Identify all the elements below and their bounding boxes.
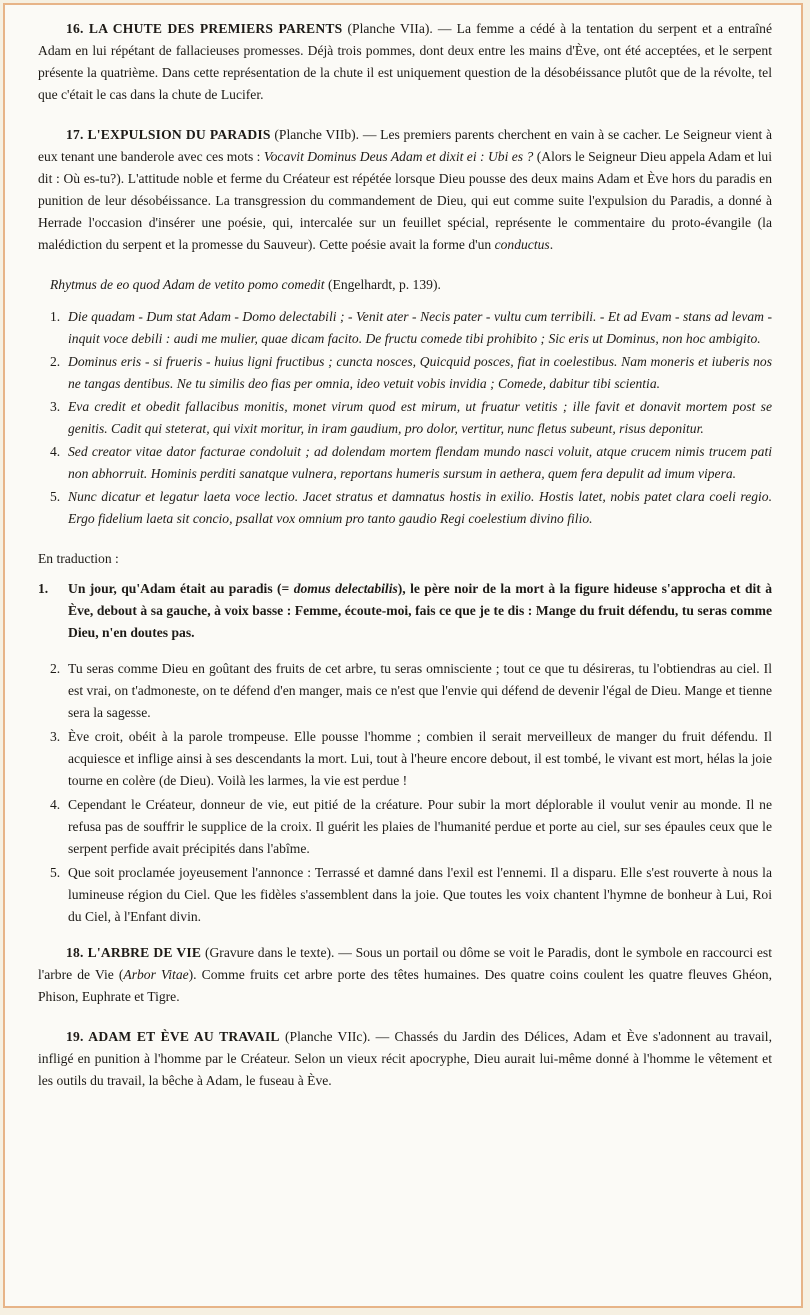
translation-number: 3. xyxy=(50,729,61,744)
section-19-body: Chassés du Jardin des Délices, Adam et Ève s'adonnent au travail, infligé en punition à l'homme par le Créateur. Selon un vieux récit apocryphe, Dieu aurait lui-même donné à l'homme le vêtement et les outils du travail, la bêche à Adam, le fuseau à Ève. xyxy=(38,1029,772,1088)
section-19-paragraph xyxy=(38,1026,772,1092)
translation-item-1 xyxy=(38,578,772,644)
verse-item xyxy=(38,351,772,395)
section-17-latin-quote: Vocavit Dominus Deus Adam et dixit ei : Ubi es ? xyxy=(263,149,534,164)
section-18 xyxy=(38,942,772,1008)
translation-text-a: Un jour, qu'Adam était au paradis (= xyxy=(68,581,294,596)
verse-number: 3. xyxy=(50,399,61,414)
section-19-title: 19. ADAM ET ÈVE AU TRAVAIL xyxy=(66,1029,280,1044)
section-16-title: 16. LA CHUTE DES PREMIERS PARENTS xyxy=(66,21,343,36)
section-18-arbor-vitae: Arbor Vitae xyxy=(123,967,189,982)
translation-text: Tu seras comme Dieu en goûtant des fruits de cet arbre, tu seras omnisciente ; tout ce que tu désireras, tu l'obtiendras au ciel. Il est vrai, on t'admoneste, on te défend d'en manger, mais ce n'est que l'envie qui défend de devenir l'égal de Dieu. Mange et tienne sera la sagesse. xyxy=(68,661,772,720)
translation-text: Ève croit, obéit à la parole trompeuse. Elle pousse l'homme ; combien il serait merveilleux de manger du fruit défendu. Il acquiesce et inflige ainsi à ses descendants la mort. Lui, tout à l'heure encore debout, il est tombé, le vivant est mort, hélas la joie tourne en colère (de Dieu). Voilà les larmes, la vie est perdue ! xyxy=(68,729,772,788)
verse-number: 4. xyxy=(50,444,61,459)
section-18-body-a: Sous un portail ou dôme se voit le Paradis, dont le symbole en raccourci est l'arbre de Vie ( xyxy=(38,945,772,982)
section-19-ref: (Planche VIIc). — xyxy=(279,1029,395,1044)
verse-text: Eva credit et obedit fallacibus monitis, monet virum quod est mirum, ut fruatur vetitis ; ille favit et donavit mortem post se genitis. Cadit qui steterat, qui vixit moritur, in iram gaudium, pro dolor, vertitur, nunc fletus subeunt, risus deponitur. xyxy=(68,399,772,436)
translation-text: Cependant le Créateur, donneur de vie, eut pitié de la créature. Pour subir la mort déplorable il voulut venir au monde. Il ne refusa pas de souffrir le supplice de la croix. Il guérit les plaies de l'humanité perdue et porte au ciel, sur ses épaules ceux que le serpent perfide avait précipités dans l'abîme. xyxy=(68,797,772,856)
section-16-ref: (Planche VIIa). — xyxy=(342,21,457,36)
poem-title-line xyxy=(50,274,772,296)
translation-number: 2. xyxy=(50,661,61,676)
section-17-conductus: conductus xyxy=(494,237,550,252)
latin-poem xyxy=(38,274,772,530)
verse-number: 1. xyxy=(50,309,61,324)
verse-item xyxy=(38,441,772,485)
document-page xyxy=(38,18,772,1110)
verse-number: 2. xyxy=(50,354,61,369)
section-18-body-b: ). Comme fruits cet arbre porte des têtes humaines. Des quatre coins coulent les quatre fleuves Ghéon, Phison, Euphrate et Tigre. xyxy=(38,967,772,1004)
section-16-body: La femme a cédé à la tentation du serpent et a entraîné Adam en lui répétant de fallacieuses promesses. Déjà trois pommes, dont deux entre les mains d'Ève, ont été acceptées, et le serpent présente la quatrième. Dans cette représentation de la chute il est uniquement question de la désobéissance plutôt que de la révolte, tel que c'était le cas dans la chute de Lucifer. xyxy=(38,21,772,102)
verse-text: Sed creator vitae dator facturae condoluit ; ad dolendam mortem flendam mundo nasci voluit, atque crucem nimis trucem pati non abhorruit. Hominis perditi sanatque vulnera, reportans humeris sursum in aethera, quem fera depulit ad imum vipera. xyxy=(68,444,772,481)
verse-item xyxy=(38,486,772,530)
poem-ref: (Engelhardt, p. 139). xyxy=(324,277,441,292)
verse-text: Die quadam - Dum stat Adam - Domo delectabili ; - Venit ater - Necis pater - vultu cum terribili. - Et ad Evam - stans ad levam - inquit voce debili : audi me mulier, quae dicam facito. De fructu comede tibi prohibito ; Sic eris ut Dominus, non hoc ambigito. xyxy=(68,309,772,346)
translation-number: 5. xyxy=(50,865,61,880)
section-16-paragraph xyxy=(38,18,772,106)
verse-text: Dominus eris - si frueris - huius ligni fructibus ; cuncta nosces, Quicquid posces, fiat in coelestibus. Nam moneris et iuberis nos ne tangas dentibus. Ne tu similis deo fias per omnia, ideo vetuit vobis invidia ; Comede, dabitur tibi scientia. xyxy=(68,354,772,391)
translation-item xyxy=(38,794,772,860)
section-17-body-b: (Alors le Seigneur Dieu appela Adam et lui dit : Où es-tu?). L'attitude noble et ferme du Créateur est répétée lorsque Dieu pousse des deux mains Adam et Ève hors du paradis en punition de leur désobéissance. La transgression du commandement de Dieu, qui eut comme suite l'expulsion du Paradis, a donné à Herrade l'occasion d'insérer une poésie, qui, intercalée sur un feuillet spécial, représente le commentaire du proto-évangile (la malédiction du serpent et la promesse du Sauveur). Cette poésie avait la forme d'un xyxy=(38,149,773,252)
poem-title: Rhytmus de eo quod Adam de vetito pomo comedit xyxy=(50,277,325,292)
section-17-end: . xyxy=(549,237,554,252)
section-17-ref: (Planche VIIb). — xyxy=(270,127,381,142)
verse-list xyxy=(38,306,772,530)
translation-item xyxy=(38,658,772,724)
translation-number: 4. xyxy=(50,797,61,812)
translation-latin-term: domus delectabilis xyxy=(293,581,398,596)
translation-number: 1. xyxy=(38,581,49,596)
translation-text-b: ), le père noir de la mort à la figure hideuse s'approcha et dit à Ève, debout à sa gauche, à voix basse : Femme, écoute-moi, fais ce que je te dis : Mange du fruit défendu, tu seras comme Dieu, n'en doutes pas. xyxy=(68,581,772,640)
section-16 xyxy=(38,18,772,106)
translation-item xyxy=(38,726,772,792)
verse-item xyxy=(38,306,772,350)
section-18-title: 18. L'ARBRE DE VIE xyxy=(66,945,202,960)
section-17-body-a: Les premiers parents cherchent en vain à se cacher. Le Seigneur vient à eux tenant une banderole avec ces mots : xyxy=(38,127,773,164)
translation-list xyxy=(38,578,772,928)
section-17 xyxy=(38,124,772,256)
section-19 xyxy=(38,1026,772,1092)
section-17-title: 17. L'EXPULSION DU PARADIS xyxy=(66,127,271,142)
section-17-paragraph xyxy=(38,124,772,256)
translation-heading: En traduction : xyxy=(38,551,119,566)
verse-text: Nunc dicatur et legatur laeta voce lectio. Jacet stratus et damnatus hostis in exilio. Hostis latet, nobis patet clara coeli regio. Ergo fidelium laeta sit concio, psallat vox omnium pro tanto gaudio Regi coelestium divino filio. xyxy=(68,489,772,526)
section-18-paragraph xyxy=(38,942,772,1008)
verse-number: 5. xyxy=(50,489,61,504)
translation-item xyxy=(38,862,772,928)
translation-text: Que soit proclamée joyeusement l'annonce : Terrassé et damné dans l'exil est l'ennemi. Il a disparu. Elle s'est rouverte à nous la lumineuse région du Ciel. Que les fidèles s'assemblent dans la joie. Que toutes les voix chantent l'hymne de bonheur à Lui, Roi du Ciel, à l'Enfant divin. xyxy=(68,865,772,924)
section-18-ref: (Gravure dans le texte). — xyxy=(201,945,356,960)
verse-item xyxy=(38,396,772,440)
